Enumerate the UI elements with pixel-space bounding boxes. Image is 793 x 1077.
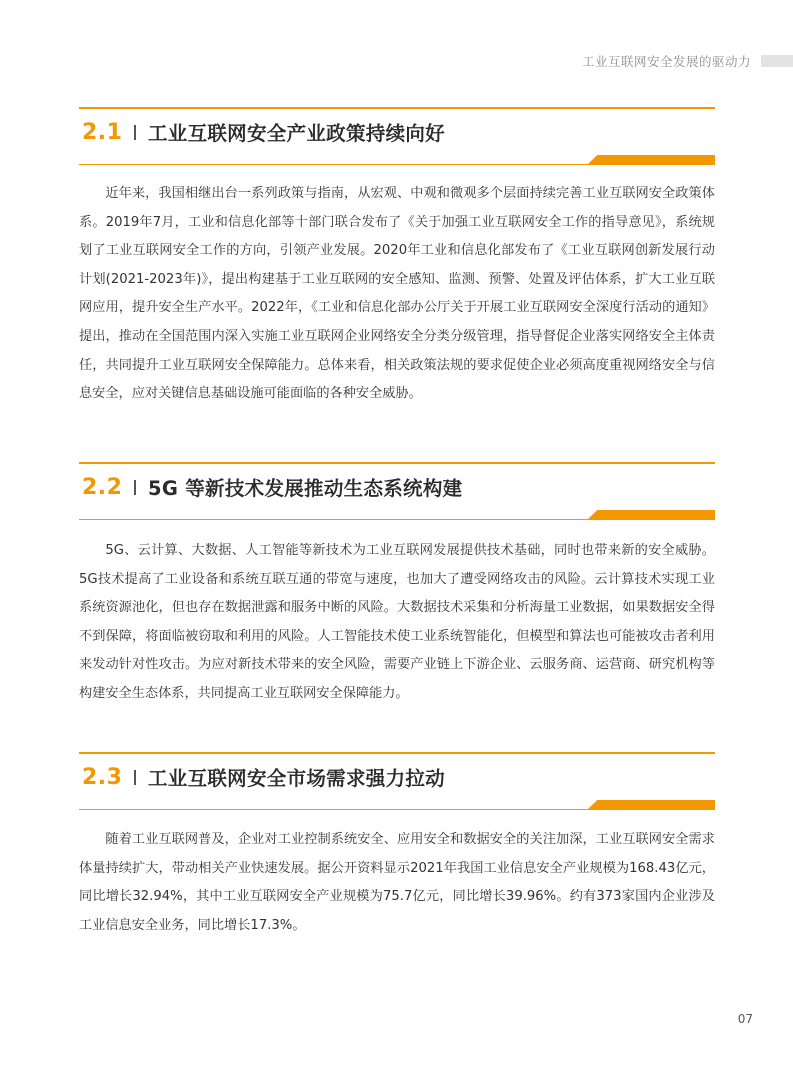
- section-accent-tab: [587, 510, 715, 520]
- section-bottom-rule: [79, 155, 715, 165]
- section-number: 2.1: [82, 119, 123, 145]
- section-heading-row: [79, 464, 715, 510]
- running-header-bar: [761, 55, 793, 67]
- section-title: 工业互联网安全产业政策持续向好: [147, 122, 445, 145]
- section-divider: [134, 125, 136, 140]
- section-heading-row: [79, 109, 715, 155]
- section-2-3-heading: [79, 752, 715, 810]
- section-accent-tab: [587, 800, 715, 810]
- section-divider: [134, 480, 136, 495]
- section-number: 2.3: [82, 764, 123, 790]
- section-accent-tab: [587, 155, 715, 165]
- section-title: 5G 等新技术发展推动生态系统构建: [147, 477, 463, 500]
- section-title: 工业互联网安全市场需求强力拉动: [147, 767, 445, 790]
- section-2-2-heading: [79, 462, 715, 520]
- section-divider: [134, 770, 136, 785]
- running-header-title: 工业互联网安全发展的驱动力: [581, 54, 751, 69]
- section-2-2-paragraph: 5G、云计算、大数据、人工智能等新技术为工业互联网发展提供技术基础，同时也带来新的安全威胁。5G技术提高了工业设备和系统互联互通的带宽与速度，也加大了遭受网络攻击的风险。云计算技术实现工业系统资源池化，但也存在数据泄露和服务中断的风险。大数据技术采集和分析海量工业数据，如果数据安全得不到保障，将面临被窃取和利用的风险。人工智能技术使工业系统智能化，但模型和算法也可能被攻击者利用来发动针对性攻击。为应对新技术带来的安全风险，需要产业链上下游企业、云服务商、运营商、研究机构等构建安全生态体系，共同提高工业互联网安全保障能力。: [79, 543, 715, 701]
- section-2-3-paragraph: 随着工业互联网普及，企业对工业控制系统安全、应用安全和数据安全的关注加深，工业互联网安全需求体量持续扩大，带动相关产业快速发展。据公开资料显示2021年我国工业信息安全产业规模为168.43亿元，同比增长32.94%，其中工业互联网安全产业规模为75.7亿元，同比增长39.96%。约有373家国内企业涉及工业信息安全业务，同比增长17.3%。: [79, 832, 715, 933]
- running-header: [582, 52, 793, 70]
- section-bottom-rule: [79, 800, 715, 810]
- section-bottom-rule: [79, 510, 715, 520]
- section-heading-row: [79, 754, 715, 800]
- page-number: 07: [737, 1012, 753, 1026]
- section-number: 2.2: [82, 474, 123, 500]
- section-2-1-heading: [79, 107, 715, 165]
- section-2-1-paragraph: 近年来，我国相继出台一系列政策与指南，从宏观、中观和微观多个层面持续完善工业互联网安全政策体系。2019年7月，工业和信息化部等十部门联合发布了《关于加强工业互联网安全工作的指导意见》，系统规划了工业互联网安全工作的方向，引领产业发展。2020年工业和信息化部发布了《工业互联网创新发展行动计划(2021-2023年)》，提出构建基于工业互联网的安全感知、监测、预警、处置及评估体系，扩大工业互联网应用，提升安全生产水平。2022年，《工业和信息化部办公厅关于开展工业互联网安全深度行活动的通知》提出，推动在全国范围内深入实施工业互联网企业网络安全分类分级管理，指导督促企业落实网络安全主体责任，共同提升工业互联网安全保障能力。总体来看，相关政策法规的要求促使企业必须高度重视网络安全与信息安全，应对关键信息基础设施可能面临的各种安全威胁。: [79, 186, 715, 402]
